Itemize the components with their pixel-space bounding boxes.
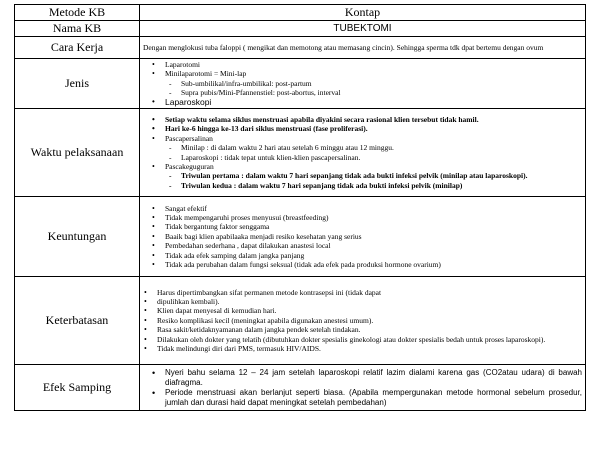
waktu-list xyxy=(143,115,582,190)
row-keterbatasan xyxy=(15,277,586,365)
jenis-list xyxy=(143,60,582,108)
keterbatasan-item: • Harus dipertimbangkan sifat permanen metode kontrasepsi ini (tidak dapat xyxy=(157,288,582,297)
row-nama-kb xyxy=(15,21,586,37)
header-kontap: Kontap xyxy=(140,5,586,21)
waktu-item: • Setiap waktu selama siklus menstruasi apabila diyakini secara rasional klien tersebut tidak hamil. xyxy=(165,115,582,124)
value-keterbatasan xyxy=(140,277,586,365)
row-efek-samping xyxy=(15,365,586,411)
row-waktu-pelaksanaan xyxy=(15,109,586,197)
jenis-item-text: Minilaparotomi = Mini-lap xyxy=(165,69,247,79)
efek-item: • Periode menstruasi akan berlanjut seperti biasa. (Apabila mempergunakan metode hormonal sebelum prosedur, jumlah dan durasi haid dapat meningkat setelah pembedahan) xyxy=(165,388,582,408)
waktu-subitem: - Triwulan pertama : dalam waktu 7 hari sepanjang tidak ada bukti infeksi pelvik (minilap atau laparoskopi). xyxy=(181,171,582,180)
efek-list xyxy=(143,368,582,408)
row-jenis xyxy=(15,59,586,109)
value-efek-samping xyxy=(140,365,586,411)
header-metode-kb: Metode KB xyxy=(15,5,140,21)
value-cara-kerja: Dengan menglokusi tuba faloppi ( mengikat dan memotong atau memasang cincin). Sehingga sperma tdk dpat bertemu dengan ovum xyxy=(140,37,586,59)
waktu-subitem: - Laparoskopi : tidak tepat untuk klien-klien pascapersalinan. xyxy=(181,153,582,162)
keterbatasan-item: • dipulihkan kembali). xyxy=(157,297,582,306)
keuntungan-item: • Tidak ada efek samping dalam jangka panjang xyxy=(165,251,582,260)
keuntungan-list xyxy=(143,204,582,270)
jenis-subitem: - Sub-umbilikal/infra-umbilikal: post-partum xyxy=(181,79,582,88)
keterbatasan-item: • Klien dapat menyesal di kemudian hari. xyxy=(157,306,582,315)
row-keuntungan xyxy=(15,197,586,277)
keuntungan-item: • Pembedahan sederhana , dapat dilakukan anastesi local xyxy=(165,241,582,250)
keuntungan-item: • Tidak mempengaruhi proses menyusui (breastfeeding) xyxy=(165,213,582,222)
keterbatasan-item: • Tidak melindungi diri dari PMS, termasuk HIV/AIDS. xyxy=(157,344,582,353)
label-cara-kerja: Cara Kerja xyxy=(15,37,140,59)
keuntungan-item: • Sangat efektif xyxy=(165,204,582,213)
waktu-item xyxy=(165,134,582,162)
efek-item: • Nyeri bahu selama 12 – 24 jam setelah laparoskopi relatif lazim dialami karena gas (CO2atau udara) di bawah diafragma. xyxy=(165,368,582,388)
row-cara-kerja xyxy=(15,37,586,59)
waktu-subitem: - Triwulan kedua : dalam waktu 7 hari sepanjang tidak ada bukti infeksi pelvik (minilap) xyxy=(181,181,582,190)
waktu-item-text: Pascakeguguran xyxy=(165,161,214,171)
keuntungan-item: • Tidak bergantung faktor senggama xyxy=(165,222,582,231)
waktu-sublist xyxy=(165,171,582,190)
label-keuntungan: Keuntungan xyxy=(15,197,140,277)
jenis-item: • Laparotomi xyxy=(165,60,582,69)
jenis-subitem: - Supra pubis/Mini-Pfannenstiel: post-abortus, interval xyxy=(181,88,582,97)
jenis-item xyxy=(165,69,582,97)
keterbatasan-list xyxy=(143,288,582,354)
label-efek-samping: Efek Samping xyxy=(15,365,140,411)
keuntungan-item: • Baaik bagi klien apabilaaka menjadi resiko kesehatan yang serius xyxy=(165,232,582,241)
waktu-item: • Hari ke-6 hingga ke-13 dari siklus menstruasi (fase proliferasi). xyxy=(165,124,582,133)
value-waktu-pelaksanaan xyxy=(140,109,586,197)
keterbatasan-item: • Resiko komplikasi kecil (meningkat apabila digunakan anestesi umum). xyxy=(157,316,582,325)
value-jenis xyxy=(140,59,586,109)
label-jenis: Jenis xyxy=(15,59,140,109)
waktu-sublist xyxy=(165,143,582,162)
keterbatasan-item: • Rasa sakit/ketidaknyamanan dalam jangka pendek setelah tindakan. xyxy=(157,325,582,334)
header-row xyxy=(15,5,586,21)
keuntungan-item: • Tidak ada perubahan dalam fungsi seksual (tidak ada efek pada produksi hormone ovarium) xyxy=(165,260,582,269)
jenis-sublist xyxy=(165,79,582,98)
kb-table xyxy=(14,4,586,411)
label-keterbatasan: Keterbatasan xyxy=(15,277,140,365)
waktu-subitem: - Minilap : di dalam waktu 2 hari atau setelah 6 minggu atau 12 minggu. xyxy=(181,143,582,152)
waktu-item-text: Pascapersalinan xyxy=(165,133,213,143)
value-keuntungan xyxy=(140,197,586,277)
waktu-item xyxy=(165,162,582,190)
label-nama-kb: Nama KB xyxy=(15,21,140,37)
jenis-item: • Laparoskopi xyxy=(165,97,582,107)
keterbatasan-item: • Dilakukan oleh dokter yang telatih (dibutuhkan dokter spesialis ginekologi atau dokter spesialis bedah untuk proses laparoskopi). xyxy=(157,335,582,344)
value-nama-kb: TUBEKTOMI xyxy=(140,21,586,37)
label-waktu-pelaksanaan: Waktu pelaksanaan xyxy=(15,109,140,197)
